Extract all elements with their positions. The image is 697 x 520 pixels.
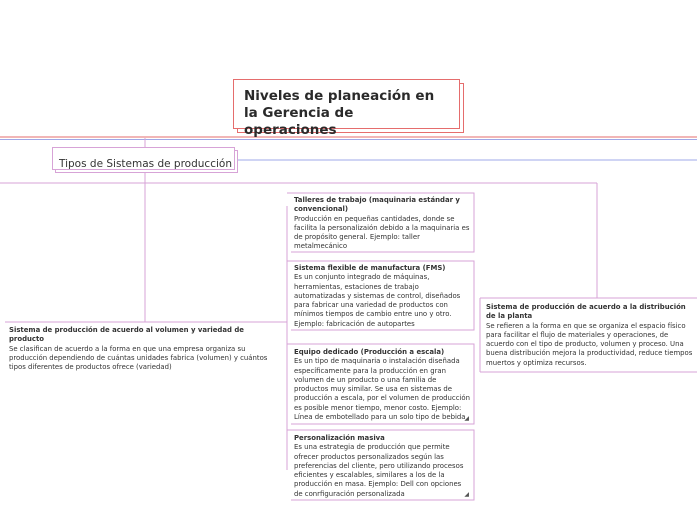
subtopic-text: Producción en pequeñas cantidades, donde se facilita la personalizaión debido a la maquinaria es de propósito general. Ejemplo: taller metalmecánico <box>294 214 470 251</box>
subtopic-personalizacion[interactable] <box>294 434 472 500</box>
root-node[interactable] <box>233 79 460 138</box>
subtopic-talleres[interactable] <box>294 196 470 252</box>
main-topic-node[interactable] <box>52 147 235 170</box>
main-topic-label: Tipos de Sistemas de producción <box>59 158 232 170</box>
resize-handle-icon[interactable]: ◢ <box>464 415 469 422</box>
volume-branch-text: Se clasifican de acuerdo a la forma en que una empresa organiza su producción dependiendo de cuántas unidades fabrica (volumen) y cuántos tipos diferentes de productos ofrece (variedad) <box>9 344 268 372</box>
volume-branch-node[interactable] <box>9 326 279 372</box>
subtopic-text: Es una estrategia de producción que permite ofrecer productos personalizados según las preferencias del cliente, pero utilizando procesos eficientes y escalables, similares a los de la producción en masa. Ejemplo: Dell con opciones de conrfiguración personalizada <box>294 443 464 498</box>
subtopic-equipo-dedicado[interactable] <box>294 348 472 424</box>
subtopic-fms[interactable] <box>294 264 470 329</box>
subtopic-title: Talleres de trabajo (maquinaria estándar y convencional) <box>294 196 460 214</box>
root-title: Niveles de planeación en la Gerencia de operaciones <box>244 88 435 138</box>
distribution-branch-title: Sistema de producción de acuerdo a la distribución de la planta <box>486 303 686 321</box>
subtopic-title: Personalización masiva <box>294 434 385 442</box>
subtopic-text: Es un conjunto integrado de máquinas, herramientas, estaciones de trabajo automatizadas y sistemas de control, diseñados para fabricar una variedad de productos con mínimos tiempos de cambio entre uno y otro. Ejemplo: fabricación de autopartes <box>294 273 461 328</box>
subtopic-title: Sistema flexible de manufactura (FMS) <box>294 264 446 272</box>
volume-branch-title: Sistema de producción de acuerdo al volumen y variedad de producto <box>9 326 244 344</box>
resize-handle-icon[interactable]: ◢ <box>464 491 469 498</box>
distribution-branch-text: Se refieren a la forma en que se organiza el espacio físico para facilitar el flujo de materiales y operaciones, de acuerdo con el tipo de producto, volumen y proceso. Una buena distribución mejora la productividad, reduce tiempos muertos y optimiza recursos. <box>486 321 693 367</box>
distribution-branch-node[interactable] <box>486 303 696 368</box>
subtopic-title: Equipo dedicado (Producción a escala) <box>294 348 445 356</box>
subtopic-text: Es un tipo de maquinaria o instalación diseñada específicamente para la producción en gran volumen de un producto o una familia de productos muy similar. Se usa en sistemas de producción a escala, por el volumen de producción es posible menor tiempo, menor costo. Ejemplo: Línea de embotellado para un solo tipo de bebida <box>294 357 470 422</box>
